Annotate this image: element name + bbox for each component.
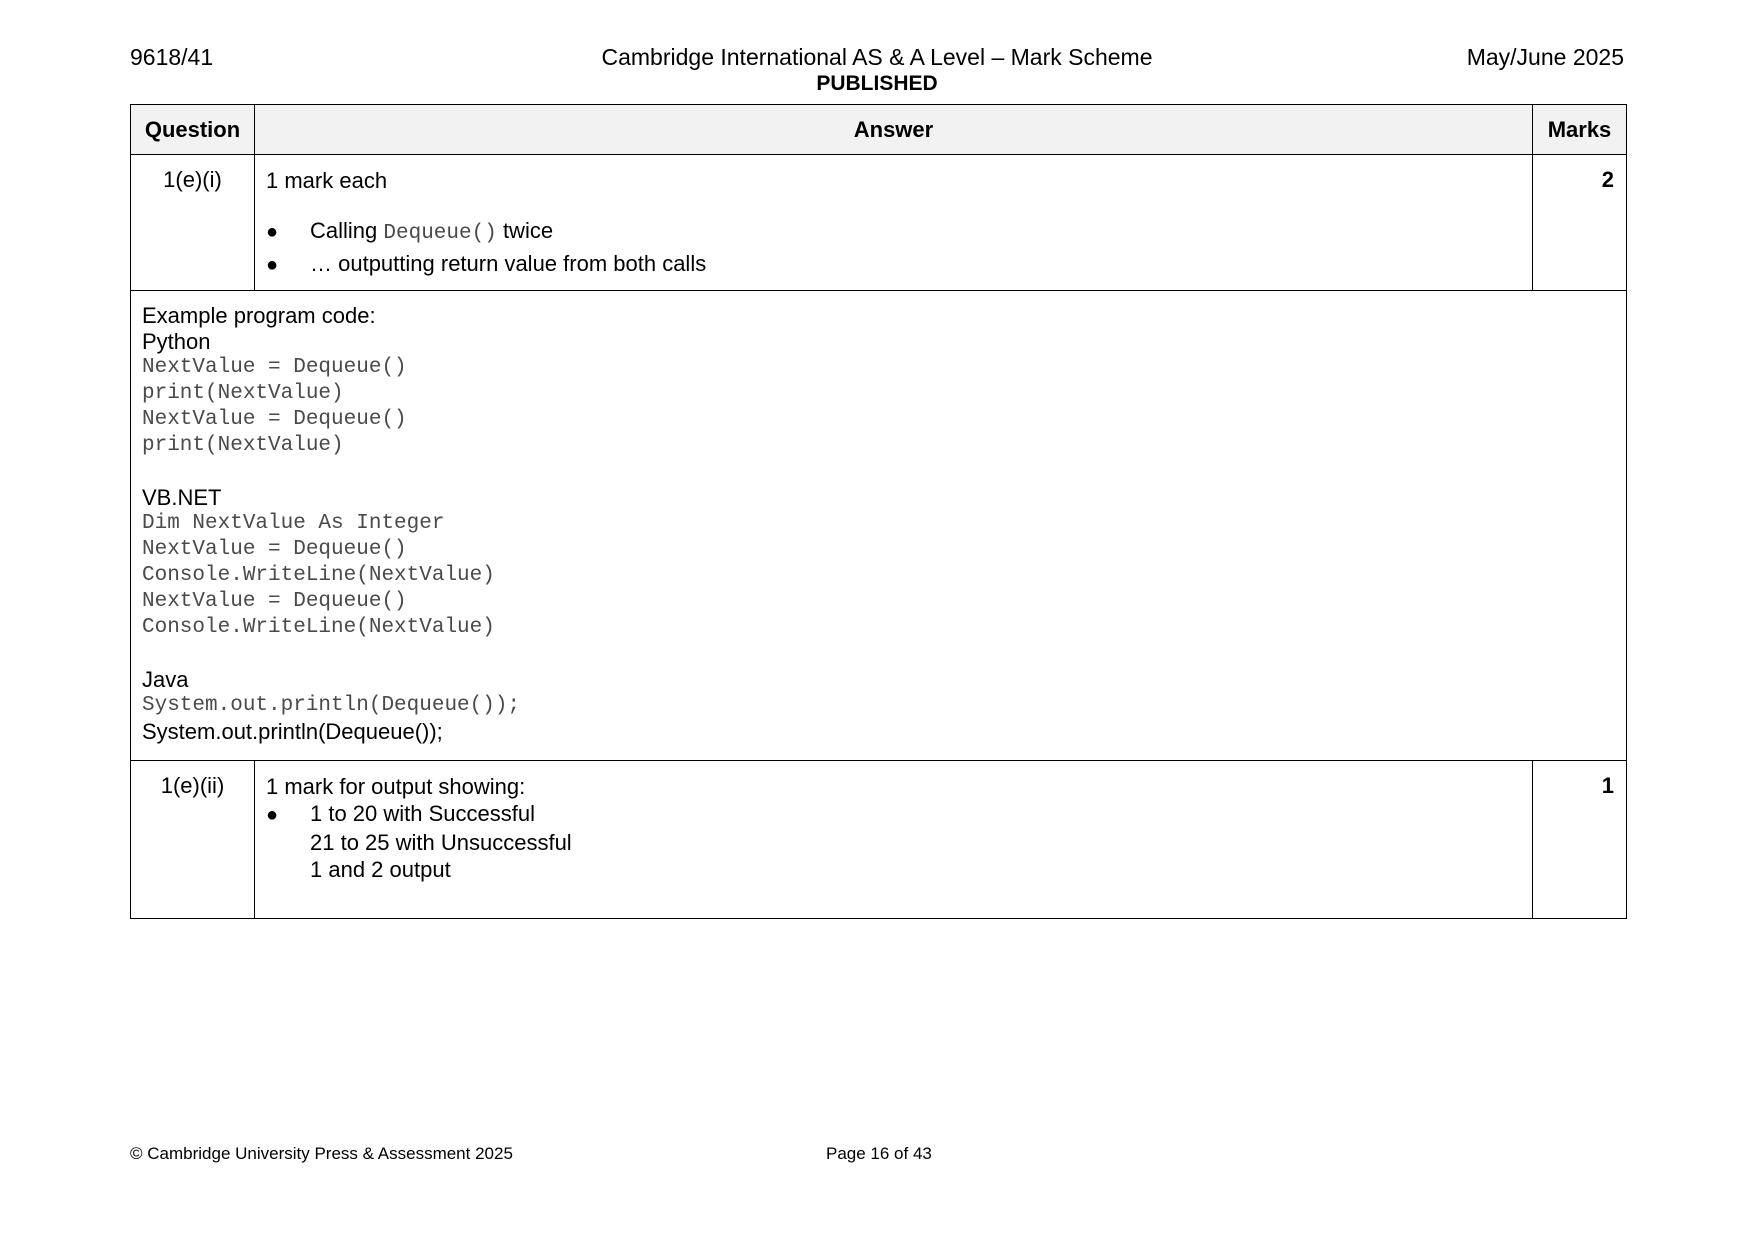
bullet-icon: ● xyxy=(266,254,279,276)
answer-intro: 1 mark each xyxy=(266,168,388,193)
code-line: NextValue = Dequeue() xyxy=(142,408,407,431)
bullet-icon: ● xyxy=(266,804,279,826)
java-plain-line: System.out.println(Dequeue()); xyxy=(142,719,443,744)
copyright: © Cambridge University Press & Assessment 2025 xyxy=(130,1144,513,1163)
code-line: print(NextValue) xyxy=(142,434,344,457)
document-title: Cambridge International AS & A Level – Mark Scheme xyxy=(601,44,1153,70)
question-number: 1(e)(i) xyxy=(131,155,255,291)
marks-value: 1 xyxy=(1533,761,1627,919)
bullet-text: … outputting return value from both calls xyxy=(310,251,707,276)
code-line: print(NextValue) xyxy=(142,382,344,405)
bullet-icon: ● xyxy=(266,221,279,243)
code-line: NextValue = Dequeue() xyxy=(142,538,407,561)
bullet-text xyxy=(310,216,553,249)
code-line: Dim NextValue As Integer xyxy=(142,512,445,535)
answer-cell xyxy=(255,155,1533,291)
bullet-code: Dequeue() xyxy=(383,222,497,245)
vbnet-label: VB.NET xyxy=(142,485,222,510)
bullet-text: 1 to 20 with Successful xyxy=(310,801,536,826)
exam-session: May/June 2025 xyxy=(1466,44,1624,70)
marks-value: 2 xyxy=(1533,155,1627,291)
header-question: Question xyxy=(131,105,255,155)
list-item xyxy=(266,249,1520,280)
header-marks: Marks xyxy=(1533,105,1627,155)
list-item xyxy=(266,800,1520,829)
page-number: Page 16 of 43 xyxy=(826,1144,932,1163)
answer-intro: 1 mark for output showing: xyxy=(266,774,526,799)
list-item xyxy=(266,216,1520,249)
table-row xyxy=(131,761,1627,919)
bullet-text-post: twice xyxy=(502,218,554,243)
python-label: Python xyxy=(142,329,211,354)
code-line: Console.WriteLine(NextValue) xyxy=(142,616,495,639)
header-answer: Answer xyxy=(255,105,1533,155)
code-line: System.out.println(Dequeue()); xyxy=(142,694,521,717)
table-row xyxy=(131,155,1627,291)
bullet-text-pre: Calling xyxy=(310,218,378,243)
bullet-continuation: 1 and 2 output xyxy=(310,857,451,882)
question-number: 1(e)(ii) xyxy=(131,761,255,919)
bullet-continuation: 21 to 25 with Unsuccessful xyxy=(310,830,572,855)
published-label: PUBLISHED xyxy=(816,72,938,95)
answer-cell xyxy=(255,761,1533,919)
code-line: Console.WriteLine(NextValue) xyxy=(142,564,495,587)
code-line: NextValue = Dequeue() xyxy=(142,590,407,613)
example-row xyxy=(131,291,1627,761)
example-cell xyxy=(131,291,1627,761)
example-heading: Example program code: xyxy=(142,303,376,328)
java-label: Java xyxy=(142,667,189,692)
table-header-row xyxy=(131,105,1627,155)
mark-scheme-table xyxy=(130,104,1627,919)
paper-code: 9618/41 xyxy=(130,44,214,70)
code-line: NextValue = Dequeue() xyxy=(142,356,407,379)
